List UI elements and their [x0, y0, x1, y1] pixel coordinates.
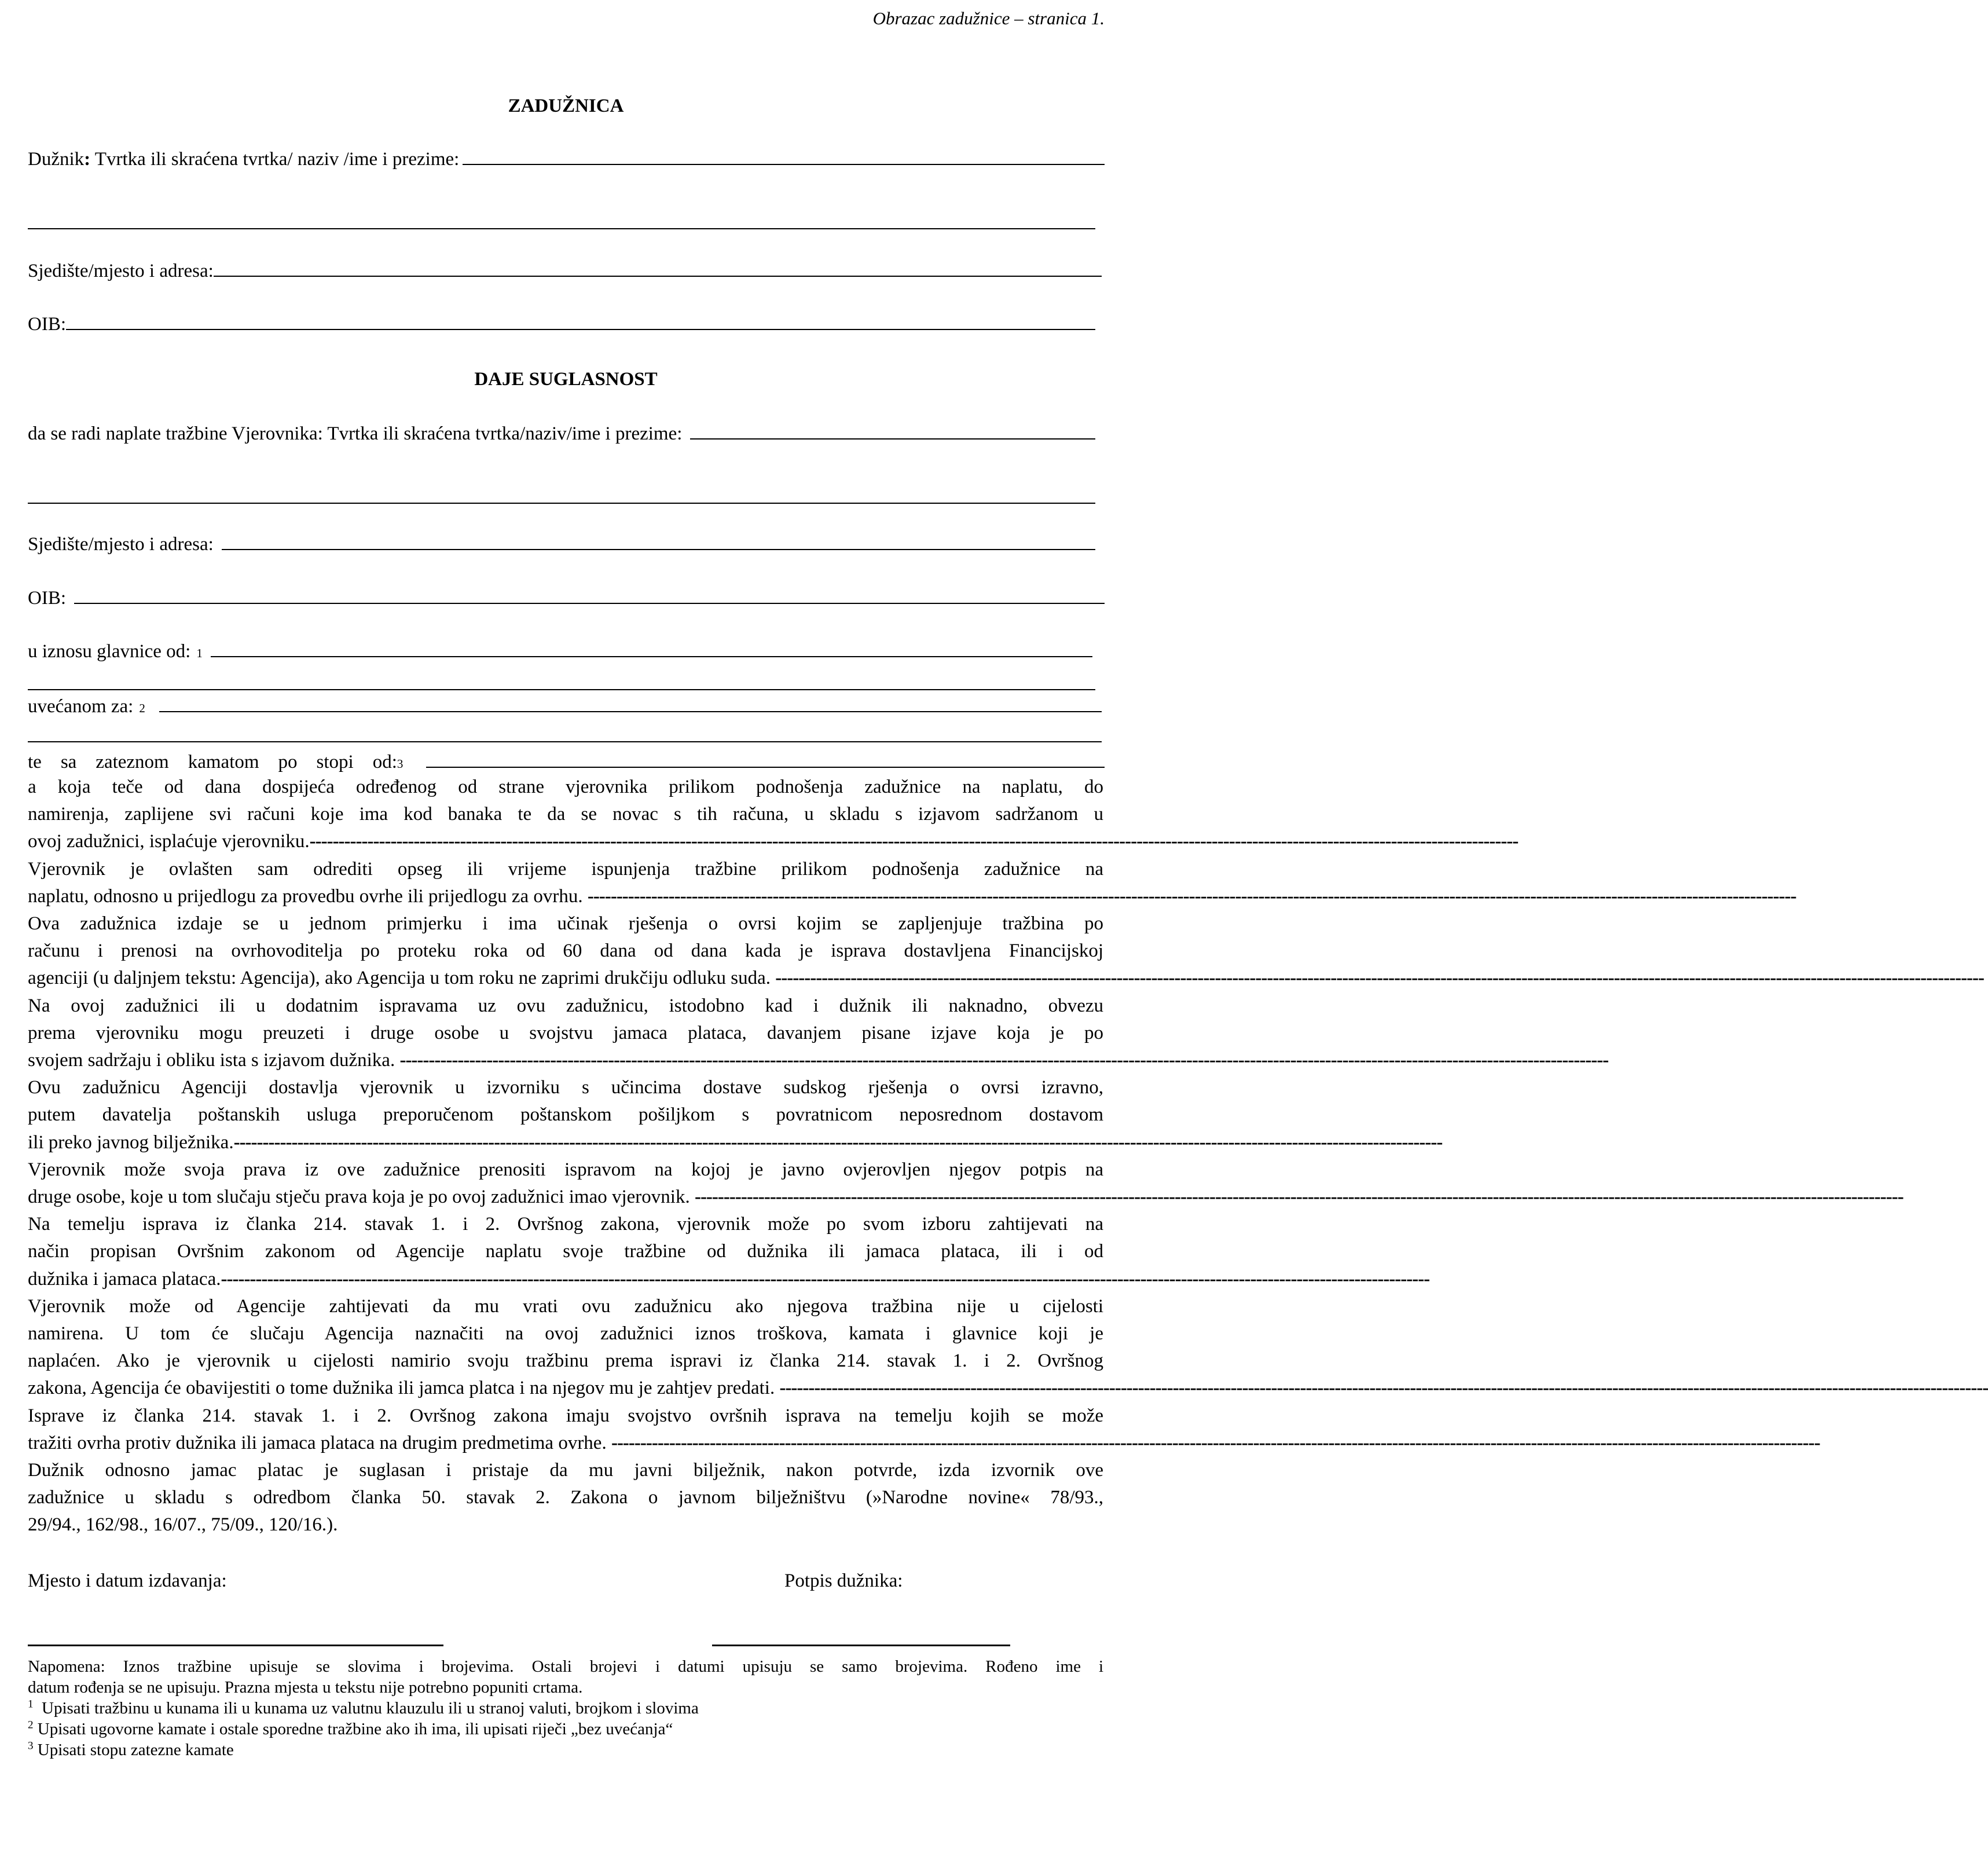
increase-field-2[interactable] — [28, 725, 1102, 742]
creditor-oib-row — [28, 587, 1105, 610]
consent-heading: DAJE SUGLASNOST — [474, 369, 658, 390]
body-line — [28, 965, 1985, 992]
body-line — [28, 1266, 1430, 1293]
dash-filler: ----------------------------------------------------------------------------------------------------------------------------------------------------------------------------------------------------------------- — [779, 1378, 1988, 1399]
interest-label: te sa zateznom kamatom po stopi od: — [28, 752, 397, 772]
body-line — [28, 883, 1796, 910]
footnote-2: $^2$ Upisati ugovorne kamate i ostale sporedne tražbine ako ih ima, ili upisati riječi „bez uvećanja“ — [28, 1719, 673, 1738]
note-line-1: Napomena: Iznos tražbine upisuje se slovima i brojevima. Ostali brojevi i datumi upisuju se samo brojevima. Rođeno ime i — [28, 1657, 1103, 1676]
body-line — [28, 1484, 1103, 1511]
body-line-text: ili preko javnog bilježnika. — [28, 1131, 234, 1153]
creditor-name-row-2 — [28, 486, 1095, 510]
body-line-text: 29/94., 162/98., 16/07., 75/09., 120/16.). — [28, 1514, 338, 1536]
body-line-text: naplaćen. Ako je vjerovnik u cijelosti namirio svoju tražbinu prema ispravi iz članka 214. stavak 1. i 2. Ovršnog — [28, 1350, 1103, 1372]
body-line — [28, 1211, 1103, 1238]
body-line — [28, 828, 1518, 855]
debtor-signature-label: Potpis dužnika: — [784, 1570, 903, 1591]
dash-filler: ----------------------------------------------------------------------------------------------------------------------------------------------------------------------------------------------------------------- — [694, 1186, 1903, 1207]
principal-row: u iznosu glavnice od: 1 — [28, 640, 1092, 663]
creditor-name-row — [28, 422, 1095, 445]
debtor-address-field[interactable] — [214, 259, 1102, 277]
body-line-text: Isprave iz članka 214. stavak 1. i 2. Ovršnog zakona imaju svojstvo ovršnih isprava na temelju kojih se može — [28, 1405, 1103, 1426]
dash-filler: ----------------------------------------------------------------------------------------------------------------------------------------------------------------------------------------------------------------- — [775, 968, 1985, 989]
body-line-text: naplatu, odnosno u prijedlogu za provedbu ovrhe ili prijedlogu za ovrhu. — [28, 885, 588, 907]
body-line-text: računu i prenosi na ovrhovoditelja po proteku roka od 60 dana od dana kada je isprava dostavljena Financijskoj — [28, 940, 1103, 962]
interest-row: te sa zateznom kamatom po stopi od: 3 — [28, 750, 1105, 774]
body-line-text: Ova zadužnica izdaje se u jednom primjerku i ima učinak rješenja o ovrsi kojim se zapljenjuje tražbina po — [28, 913, 1103, 934]
debtor-name-row — [28, 148, 1105, 171]
creditor-oib-label: OIB: — [28, 588, 66, 609]
body-line — [28, 774, 1103, 801]
body-line — [28, 1402, 1103, 1430]
creditor-address-field[interactable] — [222, 533, 1095, 550]
body-line-text: dužnika i jamaca plataca. — [28, 1268, 221, 1290]
place-date-label: Mjesto i datum izdavanja: — [28, 1570, 227, 1591]
creditor-address-row — [28, 533, 1095, 556]
body-line — [28, 856, 1103, 883]
debtor-oib-row — [28, 313, 1095, 336]
body-line-text: prema vjerovniku mogu preuzeti i druge osobe u svojstvu jamaca plataca, davanjem pisane izjave koja je po — [28, 1022, 1103, 1043]
body-line — [28, 1047, 1609, 1074]
dash-filler: ----------------------------------------------------------------------------------------------------------------------------------------------------------------------------------------------------------------- — [221, 1268, 1430, 1290]
page-header: Obrazac zadužnice – stranica 1. — [872, 8, 1105, 28]
body-line-text: namirena. U tom će slučaju Agencija naznačiti na ovoj zadužnici iznos troškova, kamata i glavnice koji je — [28, 1323, 1103, 1344]
body-line-text: način propisan Ovršnim zakonom od Agencije naplatu svoje tražbine od dužnika ili jamaca plataca, ili i od — [28, 1241, 1103, 1262]
note — [28, 1656, 1103, 1760]
dash-filler: ----------------------------------------------------------------------------------------------------------------------------------------------------------------------------------------------------------------- — [587, 885, 1796, 907]
increase-label: uvećanom za: — [28, 696, 134, 717]
body-line — [28, 910, 1103, 937]
debtor-oib-label: OIB: — [28, 314, 66, 335]
creditor-name-field[interactable] — [690, 422, 1095, 440]
body-line — [28, 1375, 1988, 1402]
body-line — [28, 1101, 1103, 1129]
body-line — [28, 1184, 1903, 1211]
note-line-2: datum rođenja se ne upisuju. Prazna mjesta u tekstu nije potrebno popuniti crtama. — [28, 1678, 583, 1697]
body-line-text: Na ovoj zadužnici ili u dodatnim ispravama uz ovu zadužnicu, istodobno kad i dužnik ili naknadno, obvezu — [28, 995, 1103, 1016]
body-line-text: Na temelju isprava iz članka 214. stavak 1. i 2. Ovršnog zakona, vjerovnik može po svom izboru zahtijevati na — [28, 1214, 1103, 1235]
creditor-label: da se radi naplate tražbine Vjerovnika: Tvrtka ili skraćena tvrtka/naziv/ime i prezime: — [28, 423, 683, 444]
body-line — [28, 1074, 1103, 1101]
increase-row-2 — [28, 725, 1102, 748]
body-line — [28, 1156, 1103, 1184]
footnote-3: $^3$ Upisati stopu zatezne kamate — [28, 1739, 234, 1759]
dash-filler: ----------------------------------------------------------------------------------------------------------------------------------------------------------------------------------------------------------------- — [611, 1432, 1820, 1453]
place-date-field[interactable] — [28, 1645, 443, 1646]
body-line-text: namirenja, zaplijene svi računi koje ima kod banaka te da se novac s tih računa, u skladu s izjavom sadržanom u — [28, 804, 1103, 825]
principal-row-2 — [28, 673, 1095, 696]
body-line — [28, 1238, 1103, 1265]
debtor-label: Dužnik: Tvrtka ili skraćena tvrtka/ naziv /ime i prezime: — [28, 149, 460, 170]
interest-rate-field[interactable] — [426, 750, 1105, 768]
dash-filler: ----------------------------------------------------------------------------------------------------------------------------------------------------------------------------------------------------------------- — [309, 831, 1518, 852]
body-line-text: zakona, Agencija će obavijestiti o tome dužnika ili jamca platca i na njegov mu je zahtjev predati. — [28, 1378, 780, 1399]
principal-field[interactable] — [211, 640, 1092, 657]
body-line — [28, 1020, 1103, 1047]
body-line — [28, 1457, 1103, 1484]
body-line-text: putem davatelja poštanskih usluga preporučenom poštanskom pošiljkom s povratnicom neposrednom dostavom — [28, 1104, 1103, 1126]
document-title: ZADUŽNICA — [508, 96, 624, 116]
debtor-name-field[interactable] — [463, 148, 1105, 165]
dash-filler: ----------------------------------------------------------------------------------------------------------------------------------------------------------------------------------------------------------------- — [233, 1131, 1443, 1153]
body-line-text: Ovu zadužnicu Agenciji dostavlja vjerovnik u izvorniku s učincima dostave sudskog rješenja o ovrsi izravno, — [28, 1077, 1103, 1098]
debtor-name-field-2[interactable] — [28, 212, 1095, 229]
principal-label: u iznosu glavnice od: — [28, 641, 191, 662]
body-line-text: Vjerovnik može od Agencije zahtijevati da mu vrati ovu zadužnicu ako njegova tražbina nije u cijelosti — [28, 1295, 1103, 1317]
body-line — [28, 801, 1103, 828]
body-line-text: ovoj zadužnici, isplaćuje vjerovniku. — [28, 831, 310, 852]
increase-row: uvećanom za: 2 — [28, 695, 1102, 718]
increase-field[interactable] — [159, 695, 1102, 712]
body-line-text: Vjerovnik je ovlašten sam odrediti opseg ili vrijeme ispunjenja tražbine prilikom podnošenja zadužnice na — [28, 858, 1103, 880]
creditor-oib-field[interactable] — [74, 587, 1105, 604]
body-line-text: Vjerovnik može svoja prava iz ove zadužnice prenositi ispravom na kojoj je javno ovjerovljen njegov potpis na — [28, 1159, 1103, 1180]
body-line — [28, 1430, 1820, 1457]
principal-field-2[interactable] — [28, 673, 1095, 690]
body-line-text: Dužnik odnosno jamac platac je suglasan i pristaje da mu javni bilježnik, nakon potvrde, izda izvornik ove — [28, 1460, 1103, 1481]
body-line — [28, 1347, 1103, 1375]
body-line-text: zadužnice u skladu s odredbom članka 50. stavak 2. Zakona o javnom bilježništvu (»Narodne novine« 78/93., — [28, 1487, 1103, 1508]
body-line — [28, 1129, 1443, 1156]
body-line — [28, 1511, 1103, 1539]
body-line — [28, 937, 1103, 965]
body-line-text: a koja teče od dana dospijeća određenog od strane vjerovnika prilikom podnošenja zadužnice na naplatu, do — [28, 777, 1103, 797]
dash-filler: ----------------------------------------------------------------------------------------------------------------------------------------------------------------------------------------------------------------- — [399, 1050, 1609, 1071]
creditor-name-field-2[interactable] — [28, 486, 1095, 504]
body-line-text: agenciji (u daljnjem tekstu: Agencija), ako Agencija u tom roku ne zaprimi drukčiju odluku suda. — [28, 968, 776, 989]
body-line — [28, 993, 1103, 1020]
debtor-oib-field[interactable] — [66, 313, 1095, 330]
body-line-text: tražiti ovrha protiv dužnika ili jamaca plataca na drugim predmetima ovrhe. — [28, 1432, 611, 1453]
creditor-address-label: Sjedište/mjesto i adresa: — [28, 534, 214, 555]
body-line — [28, 1293, 1103, 1320]
debtor-address-label: Sjedište/mjesto i adresa: — [28, 261, 214, 281]
debtor-name-row-2 — [28, 212, 1095, 235]
debtor-signature-field[interactable] — [712, 1645, 1010, 1646]
body-line-text: druge osobe, koje u tom slučaju stječu prava koja je po ovoj zadužnici imao vjerovnik. — [28, 1186, 695, 1207]
footnote-1: $^1$ Upisati tražbinu u kunama ili u kunama uz valutnu klauzulu ili u stranoj valuti, brojkom i slovima — [28, 1698, 699, 1717]
debtor-address-row — [28, 259, 1102, 283]
body-line — [28, 1320, 1103, 1347]
body-line-text: svojem sadržaju i obliku ista s izjavom dužnika. — [28, 1050, 400, 1071]
